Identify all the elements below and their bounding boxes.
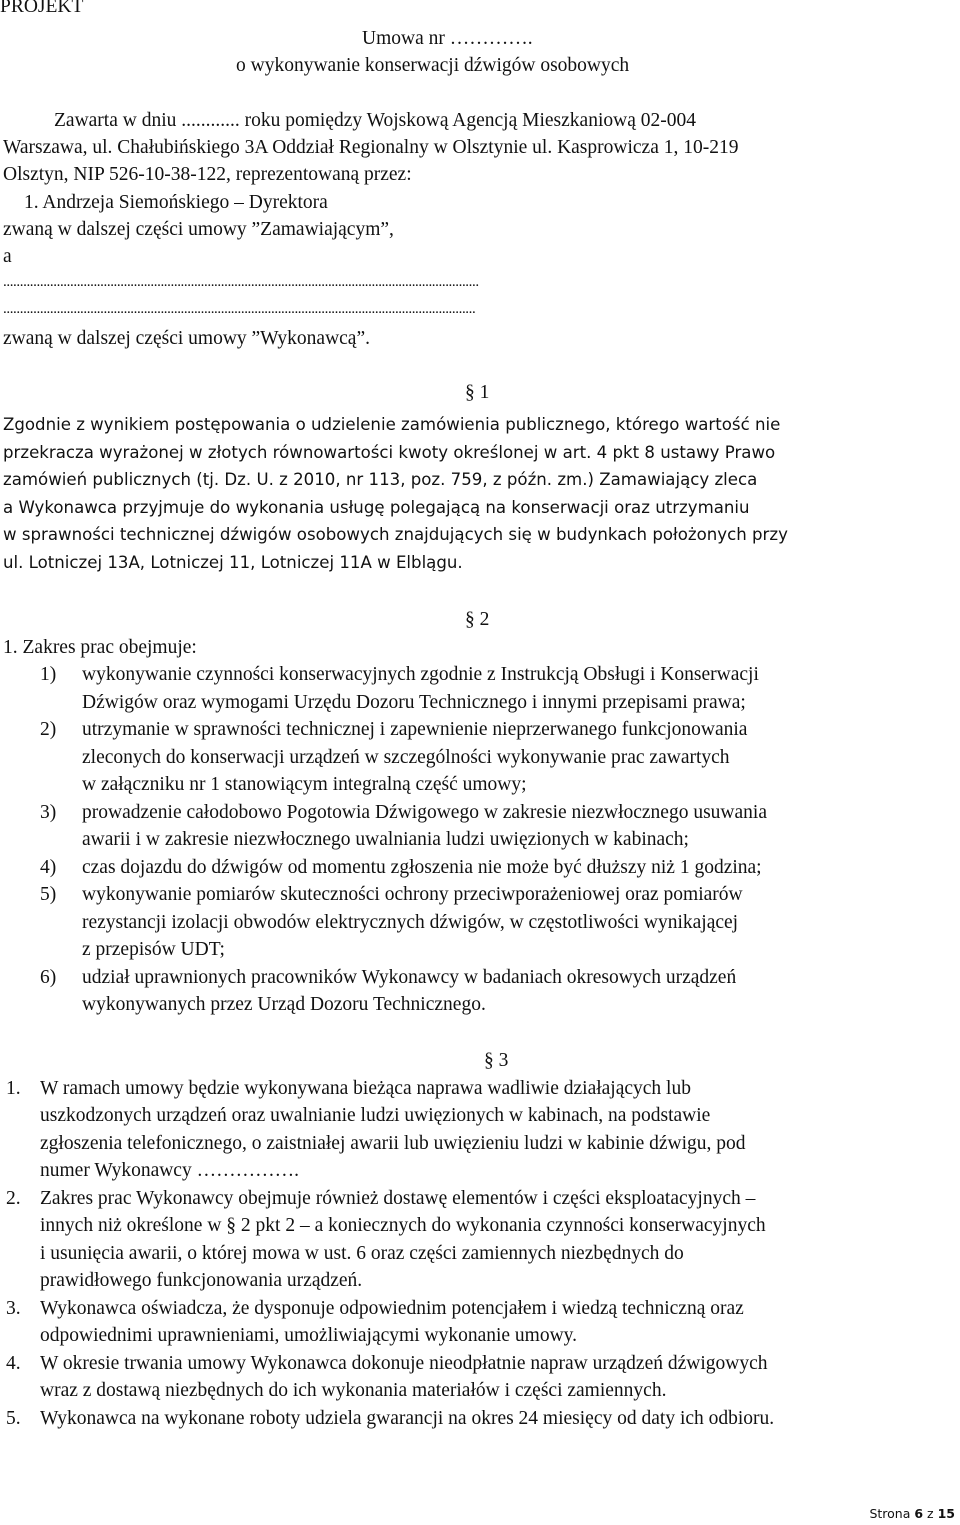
list-item-line: awarii i w zakresie niezwłocznego uwalniania ludzi uwięzionych w kabinach; bbox=[82, 829, 689, 850]
list-item-line: wykonywanie czynności konserwacyjnych zgodnie z Instrukcją Obsługi i Konserwacji bbox=[82, 664, 759, 685]
list-item-line: uszkodzonych urządzeń oraz uwalnianie ludzi uwięzionych w kabinach, na podstawie bbox=[40, 1105, 711, 1126]
page-number bbox=[869, 1506, 955, 1521]
contract-subtitle: o wykonywanie konserwacji dźwigów osobowych bbox=[236, 55, 630, 76]
list-item-line: w załączniku nr 1 stanowiącym integralną część umowy; bbox=[82, 774, 527, 795]
intro-line: zwaną w dalszej części umowy ”Wykonawcą”. bbox=[3, 328, 370, 349]
section-2-intro: 1. Zakres prac obejmuje: bbox=[3, 637, 197, 658]
section-heading: § 2 bbox=[465, 609, 490, 630]
representative: 1. Andrzeja Siemońskiego – Dyrektora bbox=[24, 192, 328, 213]
contract-title: Umowa nr …………. bbox=[362, 28, 533, 49]
list-item-line: Dźwigów oraz wymogami Urzędu Dozoru Technicznego i innymi przepisami prawa; bbox=[82, 692, 746, 713]
page-prefix: Strona bbox=[869, 1506, 911, 1521]
draft-label: PROJEKT bbox=[0, 0, 84, 17]
list-number: 3. bbox=[6, 1298, 21, 1319]
list-item-line: udział uprawnionych pracowników Wykonawcy w badaniach okresowych urządzeń bbox=[82, 967, 737, 988]
list-item-line: prowadzenie całodobowo Pogotowia Dźwigowego w zakresie niezwłocznego usuwania bbox=[82, 802, 767, 823]
list-number: 4) bbox=[40, 857, 57, 878]
list-item-line: odpowiednimi uprawnieniami, umożliwiającymi wykonanie umowy. bbox=[40, 1325, 578, 1346]
list-item-line: W ramach umowy będzie wykonywana bieżąca naprawa wadliwie działających lub bbox=[40, 1078, 691, 1099]
list-item-line: Wykonawca oświadcza, że dysponuje odpowiednim potencjałem i wiedzą techniczną oraz bbox=[40, 1298, 744, 1319]
list-item-line: Zakres prac Wykonawcy obejmuje również dostawę elementów i części eksploatacyjnych – bbox=[40, 1188, 756, 1209]
list-number: 2. bbox=[6, 1188, 21, 1209]
list-item-line: zleconych do konserwacji urządzeń w szczególności wykonywanie prac zawartych bbox=[82, 747, 730, 768]
section-1-line: ul. Lotniczej 13A, Lotniczej 11, Lotniczej 11A w Elblągu. bbox=[3, 553, 463, 572]
list-item-line: wykonywanie pomiarów skuteczności ochrony przeciwporażeniowej oraz pomiarów bbox=[82, 884, 743, 905]
intro-line: Warszawa, ul. Chałubińskiego 3A Oddział Regionalny w Olsztynie ul. Kasprowicza 1, 10-219 bbox=[3, 137, 739, 158]
intro-line: zwaną w dalszej części umowy ”Zamawiającym”, bbox=[3, 219, 394, 240]
intro-line: a bbox=[3, 246, 12, 267]
dotted-line: ............................................................................................................................................. bbox=[3, 301, 476, 317]
list-item-line: prawidłowego funkcjonowania urządzeń. bbox=[40, 1270, 363, 1291]
list-item-line: wraz z dostawą niezbędnych do ich wykonania materiałów i części zamiennych. bbox=[40, 1380, 667, 1401]
intro-line: Olsztyn, NIP 526-10-38-122, reprezentowaną przez: bbox=[3, 164, 412, 185]
list-item-line: czas dojazdu do dźwigów od momentu zgłoszenia nie może być dłuższy niż 1 godzina; bbox=[82, 857, 762, 878]
section-1-line: przekracza wyrażonej w złotych równowartości kwoty określonej w art. 4 pkt 8 ustawy Prawo bbox=[3, 443, 776, 462]
list-item-line: wykonywanych przez Urząd Dozoru Technicznego. bbox=[82, 994, 486, 1015]
list-item-line: W okresie trwania umowy Wykonawca dokonuje nieodpłatnie napraw urządzeń dźwigowych bbox=[40, 1353, 768, 1374]
section-heading: § 1 bbox=[465, 382, 490, 403]
list-item-line: zgłoszenia telefonicznego, o zaistniałej awarii lub uwięzieniu ludzi w kabinie dźwigu, pod bbox=[40, 1133, 746, 1154]
list-number: 1. bbox=[6, 1078, 21, 1099]
list-item-line: numer Wykonawcy ……………. bbox=[40, 1160, 299, 1181]
list-item-line: innych niż określone w § 2 pkt 2 – a koniecznych do wykonania czynności konserwacyjnych bbox=[40, 1215, 766, 1236]
intro-line: Zawarta w dniu ............ roku pomiędzy Wojskową Agencją Mieszkaniową 02-004 bbox=[54, 110, 696, 131]
list-item-line: Wykonawca na wykonane roboty udziela gwarancji na okres 24 miesięcy od daty ich odbioru. bbox=[40, 1408, 775, 1429]
dotted-line: .............................................................................................................................................. bbox=[3, 274, 479, 290]
list-item-line: z przepisów UDT; bbox=[82, 939, 225, 960]
list-number: 1) bbox=[40, 664, 57, 685]
section-1-line: zamówień publicznych (tj. Dz. U. z 2010, nr 113, poz. 759, z późn. zm.) Zamawiający zleca bbox=[3, 470, 758, 489]
list-number: 6) bbox=[40, 967, 57, 988]
section-heading: § 3 bbox=[484, 1050, 509, 1071]
list-number: 4. bbox=[6, 1353, 21, 1374]
current-page: 6 bbox=[914, 1506, 924, 1521]
list-item-line: i usunięcia awarii, o której mowa w ust. 6 oraz części zamiennych niezbędnych do bbox=[40, 1243, 684, 1264]
section-1-line: w sprawności technicznej dźwigów osobowych znajdujących się w budynkach położonych przy bbox=[3, 525, 788, 544]
section-1-line: Zgodnie z wynikiem postępowania o udzielenie zamówienia publicznego, którego wartość nie bbox=[3, 415, 781, 434]
list-number: 5. bbox=[6, 1408, 21, 1429]
list-number: 2) bbox=[40, 719, 57, 740]
total-pages: 15 bbox=[937, 1506, 955, 1521]
section-1-line: a Wykonawca przyjmuje do wykonania usługę polegającą na konserwacji oraz utrzymaniu bbox=[3, 498, 750, 517]
list-item-line: utrzymanie w sprawności technicznej i zapewnienie nieprzerwanego funkcjonowania bbox=[82, 719, 748, 740]
list-number: 5) bbox=[40, 884, 57, 905]
list-number: 3) bbox=[40, 802, 57, 823]
page-of: z bbox=[927, 1506, 934, 1521]
list-item-line: rezystancji izolacji obwodów elektrycznych dźwigów, w częstotliwości wynikającej bbox=[82, 912, 739, 933]
